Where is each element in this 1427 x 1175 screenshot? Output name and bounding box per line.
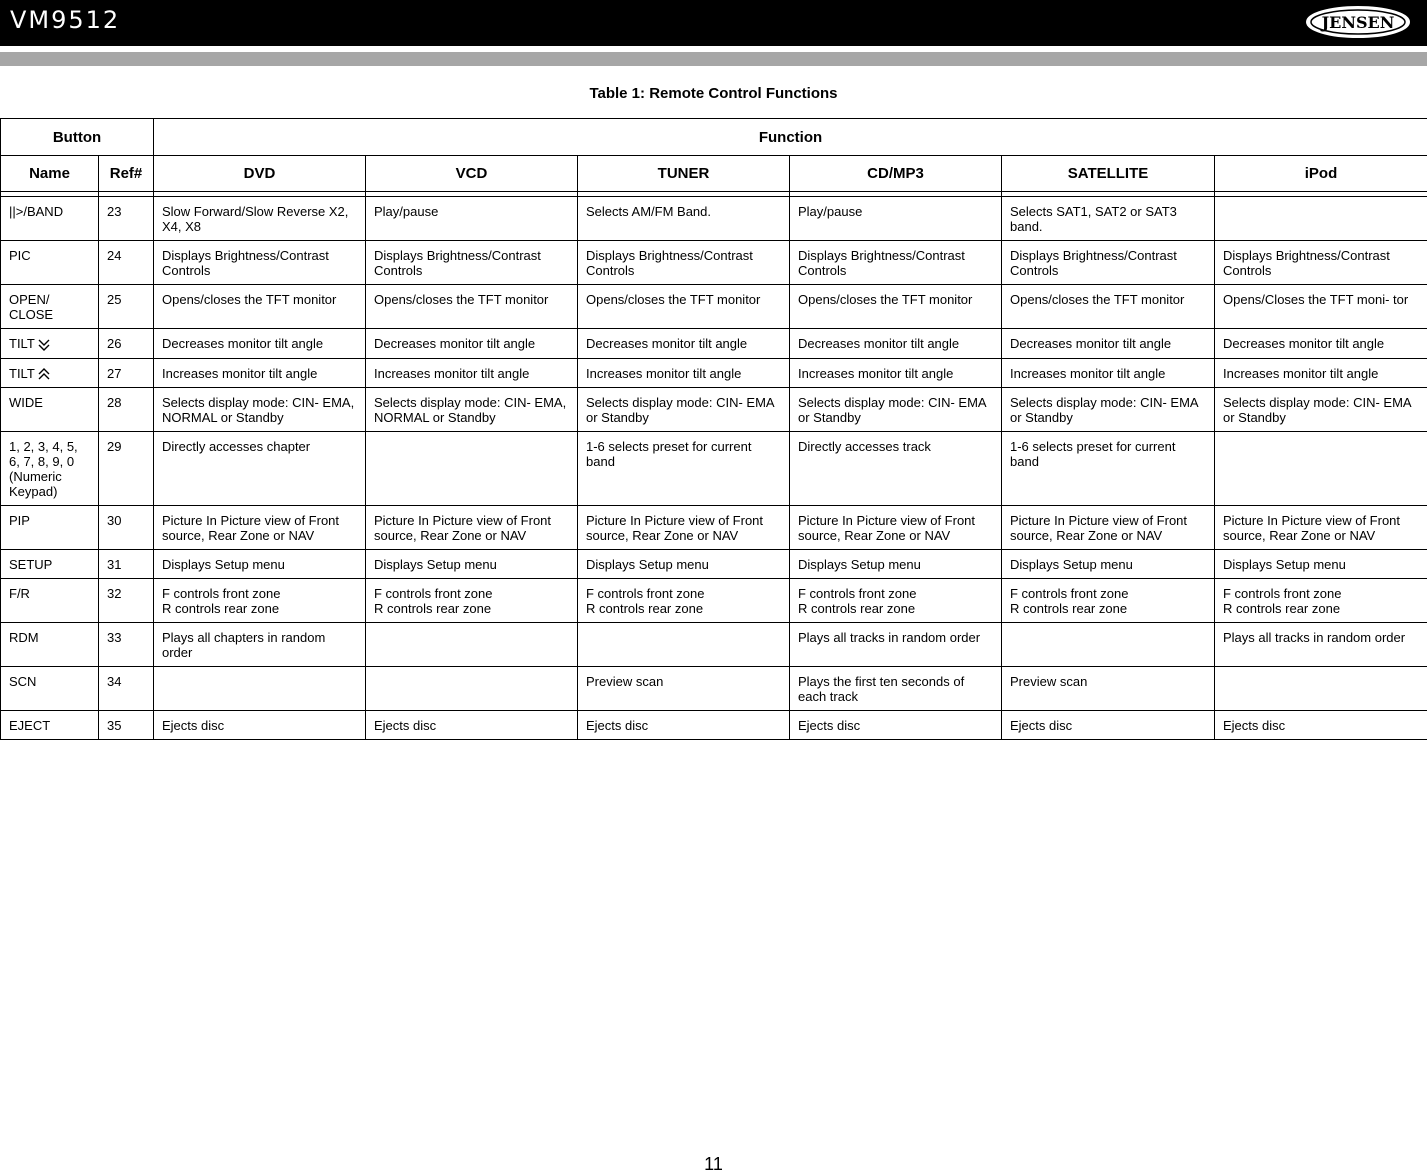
cell-ipod: Displays Setup menu: [1215, 550, 1427, 579]
button-name: EJECT: [9, 718, 50, 733]
cell-dvd: Picture In Picture view of Front source, Rear Zone or NAV: [154, 506, 366, 550]
cell-cdmp3: Ejects disc: [790, 711, 1002, 740]
cell-tuner: Selects display mode: CIN- EMA or Standby: [578, 388, 790, 432]
table-row: [1, 329, 1427, 359]
button-name: ||>/BAND: [9, 204, 63, 219]
cell-cdmp3: Increases monitor tilt angle: [790, 358, 1002, 388]
cell-tuner: Displays Brightness/Contrast Controls: [578, 241, 790, 285]
cell-ref: 24: [99, 241, 154, 285]
cell-tuner: Picture In Picture view of Front source, Rear Zone or NAV: [578, 506, 790, 550]
col-header-dvd: DVD: [154, 156, 366, 192]
cell-ipod: Ejects disc: [1215, 711, 1427, 740]
cell-vcd: Picture In Picture view of Front source, Rear Zone or NAV: [366, 506, 578, 550]
cell-vcd: [366, 623, 578, 667]
cell-ipod: Increases monitor tilt angle: [1215, 358, 1427, 388]
cell-dvd: [154, 579, 366, 623]
table-row: [1, 285, 1427, 329]
cell-dvd: Opens/closes the TFT monitor: [154, 285, 366, 329]
cell-satellite: Decreases monitor tilt angle: [1002, 329, 1215, 359]
col-header-name: Name: [1, 156, 99, 192]
cell-name: [1, 550, 99, 579]
col-header-ipod: iPod: [1215, 156, 1427, 192]
cell-ipod: Decreases monitor tilt angle: [1215, 329, 1427, 359]
cell-ref: 35: [99, 711, 154, 740]
cell-line: F controls front zone: [798, 586, 993, 601]
cell-dvd: Displays Brightness/Contrast Controls: [154, 241, 366, 285]
cell-ipod: [1215, 197, 1427, 241]
cell-vcd: [366, 667, 578, 711]
col-header-cdmp3: CD/MP3: [790, 156, 1002, 192]
cell-ipod: Plays all tracks in random order: [1215, 623, 1427, 667]
cell-cdmp3: Directly accesses track: [790, 432, 1002, 506]
table-row: [1, 388, 1427, 432]
cell-name: [1, 432, 99, 506]
cell-cdmp3: Selects display mode: CIN- EMA or Standby: [790, 388, 1002, 432]
cell-dvd: Slow Forward/Slow Reverse X2, X4, X8: [154, 197, 366, 241]
model-title: VM9512: [10, 6, 120, 34]
button-name: TILT: [9, 336, 35, 351]
cell-vcd: Selects display mode: CIN- EMA, NORMAL or Standby: [366, 388, 578, 432]
button-name: TILT: [9, 366, 35, 381]
cell-dvd: Increases monitor tilt angle: [154, 358, 366, 388]
cell-line: F controls front zone: [1010, 586, 1206, 601]
cell-line: F controls front zone: [162, 586, 357, 601]
button-name: PIC: [9, 248, 31, 263]
cell-dvd: Ejects disc: [154, 711, 366, 740]
cell-ipod: Selects display mode: CIN- EMA or Standby: [1215, 388, 1427, 432]
cell-dvd: Selects display mode: CIN- EMA, NORMAL or Standby: [154, 388, 366, 432]
cell-tuner: Opens/closes the TFT monitor: [578, 285, 790, 329]
cell-line: F controls front zone: [1223, 586, 1419, 601]
cell-vcd: Play/pause: [366, 197, 578, 241]
cell-line: R controls rear zone: [162, 601, 357, 616]
col-header-ref: Ref#: [99, 156, 154, 192]
cell-vcd: Displays Setup menu: [366, 550, 578, 579]
cell-line: R controls rear zone: [374, 601, 569, 616]
cell-ref: 32: [99, 579, 154, 623]
cell-tuner: 1-6 selects preset for current band: [578, 432, 790, 506]
button-name: SETUP: [9, 557, 52, 572]
cell-satellite: Selects SAT1, SAT2 or SAT3 band.: [1002, 197, 1215, 241]
cell-name: [1, 388, 99, 432]
cell-ipod: Picture In Picture view of Front source, Rear Zone or NAV: [1215, 506, 1427, 550]
cell-vcd: Increases monitor tilt angle: [366, 358, 578, 388]
cell-dvd: Directly accesses chapter: [154, 432, 366, 506]
cell-cdmp3: Plays all tracks in random order: [790, 623, 1002, 667]
cell-line: F controls front zone: [374, 586, 569, 601]
cell-name: [1, 623, 99, 667]
table-caption: Table 1: Remote Control Functions: [0, 85, 1427, 102]
cell-satellite: Increases monitor tilt angle: [1002, 358, 1215, 388]
cell-dvd: Plays all chapters in random order: [154, 623, 366, 667]
cell-satellite: Opens/closes the TFT monitor: [1002, 285, 1215, 329]
chevron-double-up-icon: [35, 366, 50, 381]
chevron-double-down-icon: [35, 336, 50, 351]
cell-line: R controls rear zone: [586, 601, 781, 616]
cell-name: [1, 241, 99, 285]
cell-name: [1, 506, 99, 550]
cell-vcd: Opens/closes the TFT monitor: [366, 285, 578, 329]
cell-vcd: Decreases monitor tilt angle: [366, 329, 578, 359]
jensen-logo-icon: [1305, 5, 1411, 39]
group-header-function: Function: [154, 119, 1427, 156]
cell-tuner: Increases monitor tilt angle: [578, 358, 790, 388]
cell-ref: 30: [99, 506, 154, 550]
cell-cdmp3: Opens/closes the TFT monitor: [790, 285, 1002, 329]
col-header-tuner: TUNER: [578, 156, 790, 192]
cell-ref: 23: [99, 197, 154, 241]
table-row: [1, 241, 1427, 285]
page-number: 11: [0, 1154, 1427, 1175]
cell-dvd: Decreases monitor tilt angle: [154, 329, 366, 359]
table-row: [1, 550, 1427, 579]
cell-ref: 27: [99, 358, 154, 388]
button-name: SCN: [9, 674, 36, 689]
cell-tuner: [578, 579, 790, 623]
button-name: WIDE: [9, 395, 43, 410]
table-row: [1, 711, 1427, 740]
cell-vcd: [366, 579, 578, 623]
button-name: OPEN/ CLOSE: [9, 292, 53, 322]
table-row: [1, 623, 1427, 667]
table-row: [1, 432, 1427, 506]
group-header-button: Button: [1, 119, 154, 156]
cell-name: [1, 329, 99, 359]
table-row: [1, 506, 1427, 550]
cell-line: F controls front zone: [586, 586, 781, 601]
header-bar: [0, 0, 1427, 46]
cell-tuner: Selects AM/FM Band.: [578, 197, 790, 241]
cell-ref: 34: [99, 667, 154, 711]
cell-ref: 25: [99, 285, 154, 329]
cell-tuner: Displays Setup menu: [578, 550, 790, 579]
cell-satellite: Selects display mode: CIN- EMA or Standby: [1002, 388, 1215, 432]
cell-name: [1, 711, 99, 740]
cell-line: R controls rear zone: [1010, 601, 1206, 616]
cell-line: R controls rear zone: [798, 601, 993, 616]
cell-satellite: [1002, 623, 1215, 667]
cell-name: [1, 285, 99, 329]
cell-ref: 26: [99, 329, 154, 359]
remote-functions-table: [0, 118, 1427, 740]
cell-satellite: Displays Brightness/Contrast Controls: [1002, 241, 1215, 285]
button-name: 1, 2, 3, 4, 5, 6, 7, 8, 9, 0 (Numeric Keypad): [9, 439, 78, 499]
cell-cdmp3: Plays the first ten seconds of each track: [790, 667, 1002, 711]
cell-tuner: [578, 623, 790, 667]
cell-tuner: Preview scan: [578, 667, 790, 711]
cell-ipod: Displays Brightness/Contrast Controls: [1215, 241, 1427, 285]
cell-satellite: Ejects disc: [1002, 711, 1215, 740]
cell-name: [1, 579, 99, 623]
cell-ipod: [1215, 667, 1427, 711]
cell-ref: 33: [99, 623, 154, 667]
button-name: F/R: [9, 586, 30, 601]
cell-satellite: Picture In Picture view of Front source, Rear Zone or NAV: [1002, 506, 1215, 550]
cell-ipod: Opens/Closes the TFT moni- tor: [1215, 285, 1427, 329]
cell-tuner: Ejects disc: [578, 711, 790, 740]
table-row: [1, 579, 1427, 623]
cell-cdmp3: Decreases monitor tilt angle: [790, 329, 1002, 359]
cell-ref: 31: [99, 550, 154, 579]
cell-cdmp3: Picture In Picture view of Front source, Rear Zone or NAV: [790, 506, 1002, 550]
col-header-vcd: VCD: [366, 156, 578, 192]
cell-tuner: Decreases monitor tilt angle: [578, 329, 790, 359]
cell-dvd: Displays Setup menu: [154, 550, 366, 579]
table-row: [1, 358, 1427, 388]
cell-satellite: 1-6 selects preset for current band: [1002, 432, 1215, 506]
table-row: [1, 197, 1427, 241]
cell-cdmp3: Displays Setup menu: [790, 550, 1002, 579]
cell-satellite: Preview scan: [1002, 667, 1215, 711]
cell-satellite: Displays Setup menu: [1002, 550, 1215, 579]
cell-name: [1, 358, 99, 388]
cell-ipod: [1215, 579, 1427, 623]
button-name: PIP: [9, 513, 30, 528]
cell-cdmp3: Displays Brightness/Contrast Controls: [790, 241, 1002, 285]
cell-satellite: [1002, 579, 1215, 623]
cell-ref: 28: [99, 388, 154, 432]
cell-vcd: [366, 432, 578, 506]
cell-name: [1, 197, 99, 241]
cell-cdmp3: Play/pause: [790, 197, 1002, 241]
cell-ref: 29: [99, 432, 154, 506]
cell-name: [1, 667, 99, 711]
grey-band: [0, 52, 1427, 66]
cell-vcd: Displays Brightness/Contrast Controls: [366, 241, 578, 285]
svg-text:JENSEN: JENSEN: [1320, 13, 1395, 32]
cell-line: R controls rear zone: [1223, 601, 1419, 616]
cell-cdmp3: [790, 579, 1002, 623]
col-header-satellite: SATELLITE: [1002, 156, 1215, 192]
cell-dvd: [154, 667, 366, 711]
cell-vcd: Ejects disc: [366, 711, 578, 740]
cell-ipod: [1215, 432, 1427, 506]
button-name: RDM: [9, 630, 39, 645]
table-row: [1, 667, 1427, 711]
